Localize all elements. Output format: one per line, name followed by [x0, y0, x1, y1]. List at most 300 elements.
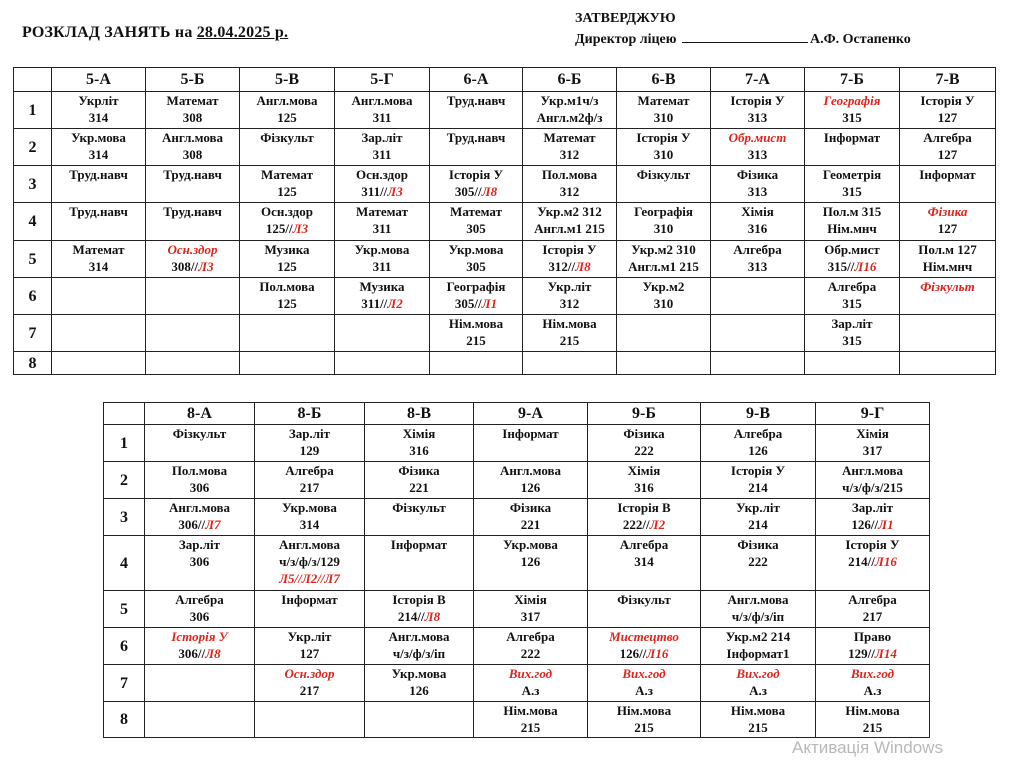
substitution-code: Л2 — [387, 296, 403, 311]
schedule-table-grades-8-9 — [103, 402, 930, 738]
lesson-number: 2 — [104, 462, 145, 499]
lesson-row — [14, 129, 996, 166]
lesson-cell — [52, 129, 146, 166]
room — [474, 608, 587, 625]
lesson-cell — [146, 92, 240, 129]
room — [365, 479, 473, 496]
subject: Фізика — [737, 537, 779, 552]
lesson-cell — [145, 462, 255, 499]
lesson-cell — [146, 352, 240, 375]
substitution-code: Л8 — [424, 609, 441, 624]
room — [816, 719, 929, 736]
subject: Інформат — [390, 537, 448, 552]
subject: Математ — [450, 204, 502, 219]
lesson-cell — [523, 241, 617, 278]
subject: Історія У — [636, 130, 691, 145]
room-number: 222 — [634, 443, 654, 458]
lesson-cell — [701, 702, 816, 738]
approve-line: ЗАТВЕРДЖУЮ — [575, 11, 676, 26]
lesson-cell — [255, 628, 365, 665]
lesson-cell — [474, 462, 588, 499]
room-number: 311 — [372, 259, 392, 274]
lesson-cell — [588, 702, 701, 738]
room-number: 221 — [409, 480, 429, 495]
subject: Зар.літ — [851, 500, 894, 515]
subject: Алгебра — [506, 629, 555, 644]
lesson-cell — [816, 591, 930, 628]
room-number: 310 — [653, 110, 674, 125]
subject: Нім.мова — [845, 703, 900, 718]
room — [240, 258, 334, 275]
room-number: 306// — [178, 517, 206, 532]
subject: Труд.навч — [69, 204, 128, 219]
lesson-cell — [588, 536, 701, 591]
room-number: 315 — [842, 296, 862, 311]
room-number: 127 — [937, 147, 958, 162]
subject: Алгебра — [285, 463, 334, 478]
subject: Вих.год — [850, 666, 895, 681]
approval-block — [575, 8, 911, 50]
lesson-row — [14, 278, 996, 315]
subject: Укр.літ — [287, 629, 332, 644]
room — [365, 608, 473, 625]
room — [146, 109, 239, 126]
room-number: 215 — [862, 720, 883, 735]
room — [701, 442, 815, 459]
room-number: 305// — [454, 184, 482, 199]
subject: Географія — [446, 279, 506, 294]
subject: Труд.навч — [446, 93, 506, 108]
room — [588, 645, 700, 662]
room-number: 310 — [653, 221, 674, 236]
room — [52, 146, 145, 163]
lesson-cell — [240, 241, 335, 278]
room-number: 308// — [171, 259, 199, 274]
lesson-cell — [900, 241, 996, 278]
subject: Інформат — [281, 592, 338, 607]
room — [617, 295, 710, 312]
room — [588, 682, 700, 699]
lesson-cell — [365, 702, 474, 738]
lesson-cell — [617, 352, 711, 375]
room-number: 313 — [747, 147, 768, 162]
class-header: 8-Б — [255, 403, 365, 425]
subject: Історія В — [617, 500, 671, 515]
subject: Укр.м2 312 — [537, 204, 602, 219]
lesson-cell — [588, 499, 701, 536]
room — [335, 295, 429, 312]
room-number: 314 — [88, 259, 109, 274]
room-number: 308 — [182, 110, 203, 125]
subject: Алгебра — [923, 130, 972, 145]
subject: Фізкульт — [260, 130, 314, 145]
substitution-code: Л1 — [481, 296, 498, 311]
room — [335, 220, 429, 237]
room — [523, 332, 616, 349]
subject: Англ.мова — [388, 629, 450, 644]
subject: Географія — [823, 93, 881, 108]
lesson-number: 5 — [14, 241, 52, 278]
room — [523, 258, 616, 275]
lesson-cell — [335, 92, 430, 129]
lesson-cell — [365, 665, 474, 702]
room — [816, 442, 929, 459]
header-row — [104, 403, 930, 425]
subject: Інформат — [919, 167, 976, 182]
lesson-cell — [255, 462, 365, 499]
title-prefix: РОЗКЛАД ЗАНЯТЬ на — [22, 24, 197, 41]
room-number: 315 — [842, 110, 862, 125]
subject: Осн.здор — [261, 204, 313, 219]
lesson-cell — [335, 352, 430, 375]
lesson-cell — [711, 92, 805, 129]
lesson-cell — [52, 241, 146, 278]
room-number: 214 — [748, 480, 768, 495]
lesson-cell — [365, 591, 474, 628]
subject: Укр.мова — [503, 537, 558, 552]
subject: Вих.год — [622, 666, 666, 681]
subject: Обр.мист — [824, 242, 880, 257]
lesson-cell — [523, 92, 617, 129]
subject: Пол.м 315 — [822, 204, 882, 219]
lesson-cell — [146, 241, 240, 278]
lesson-cell — [335, 315, 430, 352]
room — [701, 553, 815, 570]
room — [255, 645, 364, 662]
room-number: А.з — [521, 683, 540, 698]
lesson-cell — [52, 166, 146, 203]
room-number: 215 — [748, 720, 768, 735]
room-number: 126 — [748, 443, 768, 458]
room — [588, 442, 700, 459]
room — [255, 479, 364, 496]
room — [900, 109, 995, 126]
room-number: 316 — [634, 480, 654, 495]
lesson-cell — [474, 425, 588, 462]
subject: Фізика — [736, 167, 779, 182]
substitution-code: Л7 — [205, 517, 221, 532]
substitution-code: Л16 — [646, 646, 669, 661]
lesson-cell — [335, 203, 430, 241]
lesson-cell — [711, 278, 805, 315]
room — [430, 295, 522, 312]
lesson-cell — [617, 129, 711, 166]
room — [900, 258, 995, 275]
room — [805, 258, 899, 275]
subject: Укр.мова — [354, 242, 410, 257]
lesson-cell — [52, 315, 146, 352]
room — [255, 516, 364, 533]
lesson-cell — [617, 315, 711, 352]
lesson-cell — [240, 166, 335, 203]
lesson-cell — [711, 203, 805, 241]
room — [617, 220, 710, 237]
lesson-cell — [145, 702, 255, 738]
room — [474, 553, 587, 570]
lesson-cell — [430, 203, 523, 241]
lesson-cell — [335, 278, 430, 315]
lesson-cell — [365, 462, 474, 499]
corner-cell — [14, 68, 52, 92]
director-label: Директор ліцею — [575, 32, 677, 47]
lesson-row — [14, 92, 996, 129]
subject: Фізкульт — [617, 592, 671, 607]
lesson-cell — [255, 702, 365, 738]
room — [474, 719, 587, 736]
substitution-code: Л16 — [854, 259, 877, 274]
room-number: А.з — [749, 683, 767, 698]
room — [816, 682, 929, 699]
lesson-cell — [701, 462, 816, 499]
room-number: 317 — [520, 609, 541, 624]
substitution-code: Л8 — [575, 259, 591, 274]
lesson-cell — [335, 166, 430, 203]
room — [523, 220, 616, 237]
room-number: 315 — [842, 333, 862, 348]
lesson-cell — [474, 591, 588, 628]
room-number: 317 — [862, 443, 883, 458]
class-header: 5-А — [52, 68, 146, 92]
subject: Осн.здор — [284, 666, 335, 681]
lesson-cell — [146, 129, 240, 166]
lesson-number: 4 — [104, 536, 145, 591]
lesson-cell — [365, 536, 474, 591]
lesson-cell — [900, 129, 996, 166]
room — [805, 183, 899, 200]
lesson-cell — [617, 241, 711, 278]
room — [365, 682, 473, 699]
room — [588, 516, 700, 533]
room — [900, 220, 995, 237]
subject: Укр.м2 214 — [725, 629, 791, 644]
lesson-number: 3 — [104, 499, 145, 536]
lesson-cell — [816, 702, 930, 738]
subject: Хімія — [627, 463, 661, 478]
room — [711, 220, 804, 237]
lesson-cell — [145, 499, 255, 536]
lesson-number: 6 — [104, 628, 145, 665]
lesson-cell — [430, 129, 523, 166]
room-number: 312// — [548, 259, 576, 274]
room-number: 311 — [372, 110, 392, 125]
room — [430, 258, 522, 275]
room — [617, 258, 710, 275]
subject: Історія У — [171, 629, 228, 644]
class-header: 7-А — [711, 68, 805, 92]
room-number: 315 — [842, 184, 862, 199]
subject: Право — [853, 629, 892, 644]
room-number: 311 — [372, 147, 392, 162]
lesson-cell — [805, 203, 900, 241]
lesson-number: 3 — [14, 166, 52, 203]
room-number: 126// — [851, 517, 879, 532]
lesson-cell — [588, 665, 701, 702]
room-number: 215 — [466, 333, 486, 348]
signature-line — [682, 30, 808, 43]
lesson-cell — [474, 665, 588, 702]
class-header: 6-Б — [523, 68, 617, 92]
room-number: 316 — [747, 221, 768, 236]
substitution-code: Л3 — [198, 259, 214, 274]
director-name: А.Ф. Остапенко — [809, 32, 911, 47]
room — [145, 645, 254, 662]
room-number: 222// — [622, 517, 650, 532]
subject: Хімія — [402, 426, 436, 441]
lesson-cell — [523, 278, 617, 315]
room — [523, 146, 616, 163]
subject: Історія У — [448, 167, 504, 182]
subject: Нім.мова — [730, 703, 786, 718]
room — [805, 295, 899, 312]
lesson-cell — [711, 166, 805, 203]
subject: Мистецтво — [609, 629, 679, 644]
class-header: 6-В — [617, 68, 711, 92]
lesson-cell — [701, 425, 816, 462]
subject: Алгебра — [733, 242, 782, 257]
room-number: 313 — [747, 110, 768, 125]
room-number: Нім.мнч — [827, 221, 877, 236]
room — [145, 516, 254, 533]
room — [145, 553, 254, 570]
room-number: 308 — [182, 147, 203, 162]
lesson-cell — [701, 499, 816, 536]
lesson-row — [104, 462, 930, 499]
lesson-cell — [255, 536, 365, 591]
lesson-cell — [145, 425, 255, 462]
lesson-cell — [816, 425, 930, 462]
room-number: 126 — [520, 480, 541, 495]
schedule-title — [22, 24, 288, 42]
room — [523, 183, 616, 200]
subject: Геометрія — [822, 167, 882, 182]
lesson-cell — [145, 628, 255, 665]
room — [816, 645, 929, 662]
room — [701, 682, 815, 699]
lesson-cell — [523, 129, 617, 166]
lesson-number: 6 — [14, 278, 52, 315]
subject: Обр.мист — [728, 130, 787, 145]
room — [805, 332, 899, 349]
room-number: 217 — [862, 609, 883, 624]
lesson-cell — [365, 628, 474, 665]
class-header: 9-А — [474, 403, 588, 425]
subject: Хімія — [856, 426, 889, 441]
subject: Зар.літ — [288, 426, 331, 441]
subject: Укр.мова — [71, 130, 126, 145]
lesson-number: 8 — [104, 702, 145, 738]
room — [805, 109, 899, 126]
room-number: 315// — [827, 259, 855, 274]
subject: Фізкульт — [636, 167, 691, 182]
subject: Нім.мова — [448, 316, 504, 331]
subject: Історія У — [542, 242, 597, 257]
room-number: 125// — [265, 221, 293, 236]
room-number: 314 — [88, 147, 109, 162]
lesson-cell — [816, 536, 930, 591]
room — [474, 682, 587, 699]
subject: Математ — [543, 130, 596, 145]
lesson-number: 5 — [104, 591, 145, 628]
room-number: 311 — [372, 221, 392, 236]
lesson-row — [14, 241, 996, 278]
room-number: 306 — [189, 554, 210, 569]
room-number: Англ.м2ф/з — [536, 110, 603, 125]
room-number: 214// — [397, 609, 425, 624]
lesson-cell — [805, 315, 900, 352]
room — [255, 442, 364, 459]
room — [430, 220, 522, 237]
subject: Музика — [264, 242, 310, 257]
lesson-cell — [474, 499, 588, 536]
subject: Пол.мова — [259, 279, 315, 294]
lesson-cell — [255, 499, 365, 536]
room — [523, 109, 616, 126]
lesson-cell — [523, 315, 617, 352]
room — [365, 645, 473, 662]
room-number: 125 — [277, 184, 297, 199]
lesson-cell — [900, 315, 996, 352]
lesson-cell — [701, 536, 816, 591]
room — [588, 719, 700, 736]
room — [240, 295, 334, 312]
substitution-code: Л16 — [874, 554, 897, 569]
room — [145, 479, 254, 496]
lesson-number: 7 — [104, 665, 145, 702]
room-number: Англ.м1 215 — [628, 259, 699, 274]
lesson-row — [104, 702, 930, 738]
lesson-cell — [255, 591, 365, 628]
lesson-cell — [145, 665, 255, 702]
class-header: 9-Б — [588, 403, 701, 425]
room-number: 314 — [299, 517, 320, 532]
room-number: 311// — [361, 296, 388, 311]
lesson-cell — [430, 241, 523, 278]
room — [335, 183, 429, 200]
subject: Труд.навч — [163, 204, 222, 219]
lesson-row — [14, 203, 996, 241]
lesson-cell — [617, 92, 711, 129]
lesson-cell — [805, 166, 900, 203]
room-number: 311// — [361, 184, 388, 199]
room-number: ч/з/ф/з/іп — [392, 646, 446, 661]
lesson-cell — [701, 591, 816, 628]
lesson-cell — [52, 352, 146, 375]
lesson-cell — [617, 278, 711, 315]
room-number: 313 — [747, 184, 768, 199]
subject: Фізкульт — [920, 279, 975, 294]
substitution-code: Л8 — [205, 646, 221, 661]
header-row — [14, 68, 996, 92]
room-number: 306 — [189, 480, 210, 495]
lesson-cell — [474, 628, 588, 665]
substitution-code: Л8 — [481, 184, 498, 199]
room — [146, 146, 239, 163]
subject: Укр.літ — [736, 500, 780, 515]
lesson-row — [104, 628, 930, 665]
lesson-cell — [240, 352, 335, 375]
room — [816, 516, 929, 533]
lesson-number: 2 — [14, 129, 52, 166]
room — [805, 220, 899, 237]
room-number: Нім.мнч — [922, 259, 973, 274]
lesson-cell — [240, 203, 335, 241]
substitution-code: Л2 — [649, 517, 666, 532]
lesson-cell — [900, 166, 996, 203]
subject: Історія У — [730, 93, 785, 108]
room-number: 214 — [748, 517, 768, 532]
lesson-cell — [588, 591, 701, 628]
room-number: 217 — [299, 480, 320, 495]
